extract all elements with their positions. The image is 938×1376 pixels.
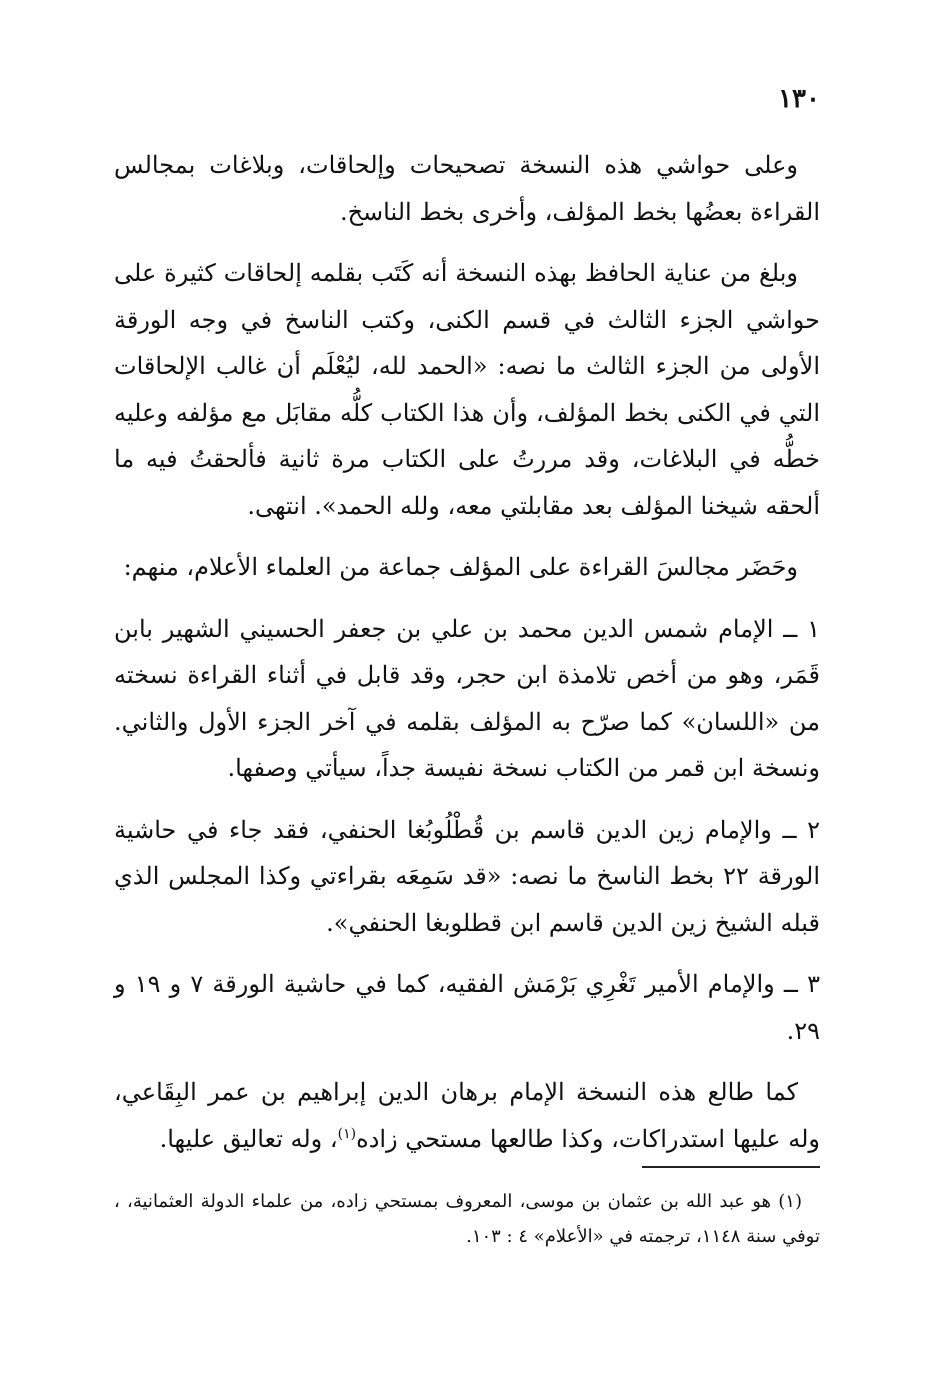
- list-item-taghri-barmash: ٣ ــ والإمام الأمير تَغْرِي بَرْمَش الفقيه، كما في حاشية الورقة ٧ و ١٩ و ٢٩.: [114, 970, 820, 1045]
- paragraph-text-end: ، وله تعاليق عليها.: [159, 1124, 338, 1153]
- footnote-1: (١) هو عبد الله بن عثمان بن موسى، المعروف بمستحي زاده، من علماء الدولة العثمانية، ، توفي سنة ١١٤٨، ترجمته في «الأعلام» ٤ : ١٠٣.: [114, 1191, 820, 1247]
- footnotes: [114, 1184, 820, 1254]
- paragraph-biqai-readers: [114, 1069, 820, 1162]
- list-item-qasim-qutlubugha: ٢ ــ والإمام زين الدين قاسم بن قُطْلُوبُغا الحنفي، فقد جاء في حاشية الورقة ٢٢ بخط الناسخ ما نصه: «قد سَمِعَه بقراءتي وكذا المجلس الذي قبله الشيخ زين الدين قاسم ابن قطلوبغا الحنفي».: [114, 815, 820, 937]
- page-number: ١٣٠: [778, 84, 820, 114]
- paragraph-author-additions: وبلغ من عناية الحافظ بهذه النسخة أنه كَتَب بقلمه إلحاقات كثيرة على حواشي الجزء الثالث في قسم الكنى، وكتب الناسخ في وجه الورقة الأولى من الجزء الثالث ما نصه: «الحمد لله، ليُعْلَم أن غالب الإلحاقات التي في الكنى بخط المؤلف، وأن هذا الكتاب كلُّه مقابَل مع مؤلفه وعليه خطُّه في البلاغات، وقد مررتُ على الكتاب مرة ثانية فألحقتُ فيه ما ألحقه شيخنا المؤلف بعد مقابلتي معه، ولله الحمد». انتهى.: [114, 259, 820, 520]
- paragraph-attendees-intro: وحَضَر مجالسَ القراءة على المؤلف جماعة من العلماء الأعلام، منهم:: [123, 553, 798, 581]
- main-text: [114, 142, 820, 1177]
- paragraph-manuscript-annotations: وعلى حواشي هذه النسخة تصحيحات وإلحاقات، وبلاغات بمجالس القراءة بعضُها بخط المؤلف، وأخرى بخط الناسخ.: [114, 151, 820, 226]
- paragraph-text-start: كما طالع هذه النسخة الإمام برهان الدين إبراهيم بن عمر البِقَاعي، وله عليها استدراكات، وكذا طالعها مستحي زاده: [114, 1078, 820, 1153]
- list-item-ibn-qamar: ١ ــ الإمام شمس الدين محمد بن علي بن جعفر الحسيني الشهير بابن قَمَر، وهو من أخص تلامذة ابن حجر، وقد قابل في أثناء القراءة نسخته من «اللسان» كما صرّح به المؤلف بقلمه في آخر الجزء الأول والثاني. ونسخة ابن قمر من الكتاب نسخة نفيسة جداً، سيأتي وصفها.: [114, 614, 820, 782]
- footnote-marker: (١): [337, 1125, 357, 1142]
- footnote-divider: [642, 1166, 820, 1168]
